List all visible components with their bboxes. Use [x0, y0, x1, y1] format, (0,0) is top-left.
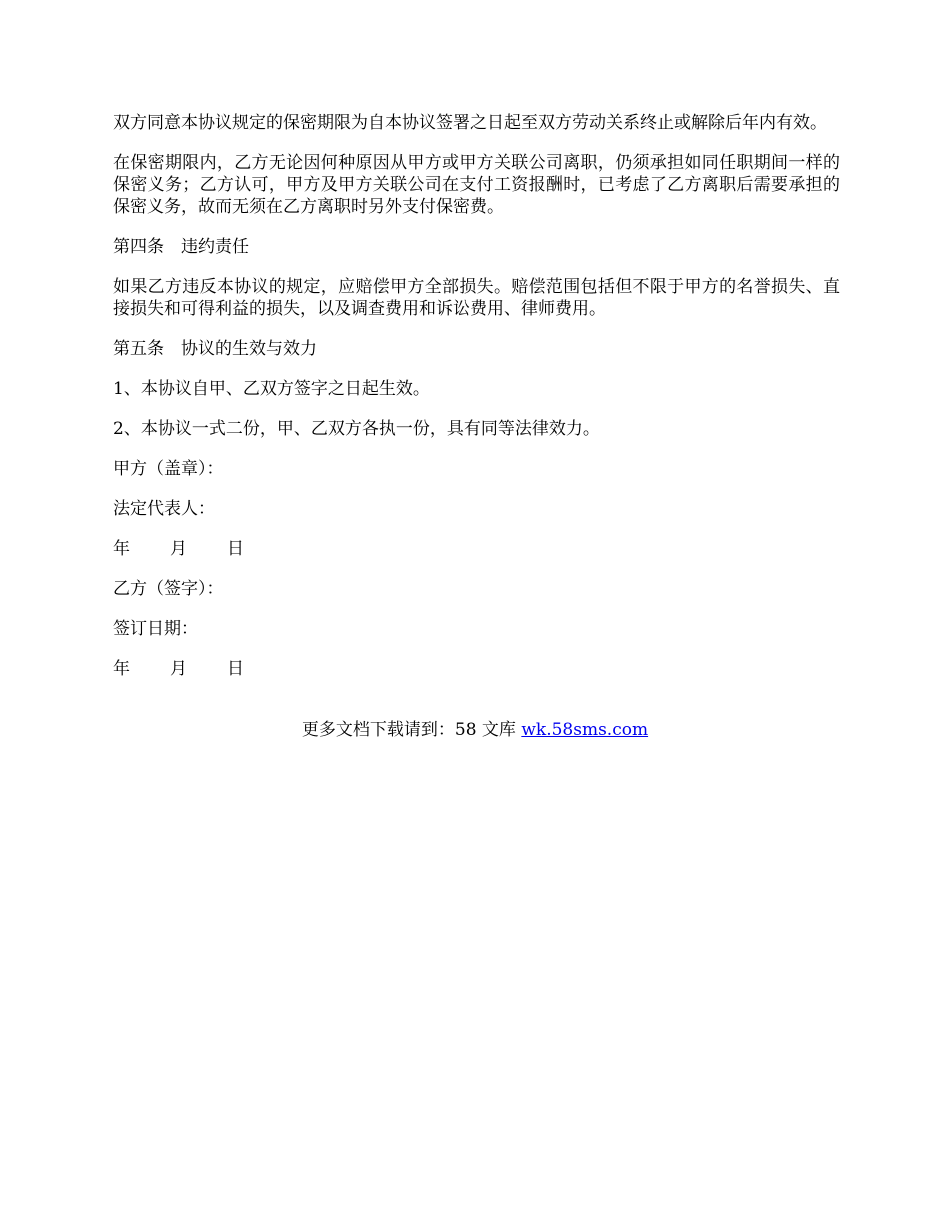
confidentiality-period-paragraph: 双方同意本协议规定的保密期限为自本协议签署之日起至双方劳动关系终止或解除后年内有效。	[113, 113, 827, 133]
party-a-date-line	[113, 538, 840, 560]
party-a-seal-label: 甲方（盖章）：	[113, 459, 224, 479]
article-five-heading: 第五条 协议的生效与效力	[113, 339, 317, 359]
legal-representative-label: 法定代表人：	[113, 499, 215, 519]
date-month-label: 月	[170, 659, 187, 679]
date-year-label: 年	[113, 539, 130, 559]
date-year-label: 年	[113, 659, 130, 679]
date-day-label: 日	[227, 539, 244, 559]
article-four-heading: 第四条 违约责任	[113, 237, 249, 257]
sign-date-label: 签订日期：	[113, 619, 198, 639]
effective-clause-1: 1、本协议自甲、乙双方签字之日起生效。	[113, 379, 430, 399]
download-footer	[0, 719, 950, 741]
date-month-label: 月	[170, 539, 187, 559]
party-b-signature-label: 乙方（签字）：	[113, 579, 224, 599]
footer-prefix-text: 更多文档下载请到：58 文库	[301, 720, 522, 740]
breach-liability-paragraph: 如果乙方违反本协议的规定，应赔偿甲方全部损失。赔偿范围包括但不限于甲方的名誉损失、直接损失和可得利益的损失，以及调查费用和诉讼费用、律师费用。	[113, 277, 840, 319]
sign-date-line	[113, 658, 840, 680]
date-day-label: 日	[227, 659, 244, 679]
document-body	[113, 112, 840, 698]
wenku-site-link[interactable]: wk.58sms.com	[521, 720, 649, 740]
effective-clause-2: 2、本协议一式二份，甲、乙双方各执一份，具有同等法律效力。	[113, 419, 600, 439]
confidentiality-obligation-paragraph: 在保密期限内，乙方无论因何种原因从甲方或甲方关联公司离职，仍须承担如同任职期间一样的保密义务；乙方认可，甲方及甲方关联公司在支付工资报酬时，已考虑了乙方离职后需要承担的保密义务，故而无须在乙方离职时另外支付保密费。	[113, 153, 840, 217]
